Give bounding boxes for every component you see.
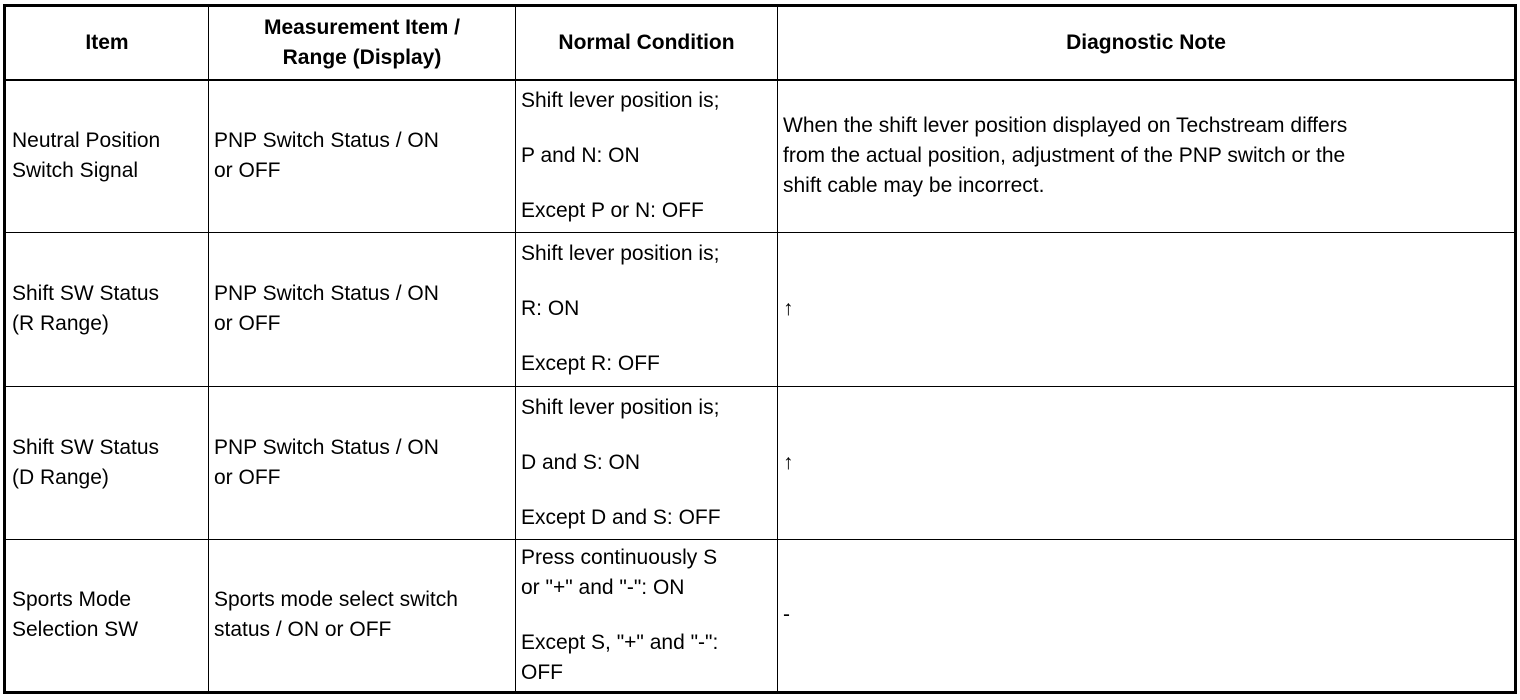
header-normal-condition: Normal Condition bbox=[516, 6, 778, 80]
diagnostic-note-cell bbox=[778, 233, 1516, 386]
table-row bbox=[5, 233, 1516, 386]
normal-condition-cell: Shift lever position is; R: ON Except R: OFF bbox=[516, 233, 778, 386]
item-cell: Shift SW Status (R Range) bbox=[5, 233, 209, 386]
same-as-above-arrow-icon: ↑ bbox=[783, 450, 794, 474]
normal-condition-cell: Shift lever position is; P and N: ON Except P or N: OFF bbox=[516, 80, 778, 233]
header-diagnostic-note: Diagnostic Note bbox=[778, 6, 1516, 80]
diagnostic-note-cell bbox=[778, 539, 1516, 692]
table-row bbox=[5, 80, 1516, 233]
header-item: Item bbox=[5, 6, 209, 80]
table-row bbox=[5, 539, 1516, 692]
note-dash: - bbox=[783, 603, 790, 627]
same-as-above-arrow-icon: ↑ bbox=[783, 297, 794, 321]
header-measurement: Measurement Item / Range (Display) bbox=[209, 6, 516, 80]
diagnostic-note-cell bbox=[778, 386, 1516, 539]
measurement-cell: Sports mode select switch status / ON or OFF bbox=[209, 539, 516, 692]
normal-condition-cell: Shift lever position is; D and S: ON Except D and S: OFF bbox=[516, 386, 778, 539]
normal-condition-cell: Press continuously S or "+" and "-": ON Except S, "+" and "-": OFF bbox=[516, 539, 778, 692]
item-cell: Neutral Position Switch Signal bbox=[5, 80, 209, 233]
measurement-cell: PNP Switch Status / ON or OFF bbox=[209, 233, 516, 386]
measurement-cell: PNP Switch Status / ON or OFF bbox=[209, 80, 516, 233]
item-cell: Sports Mode Selection SW bbox=[5, 539, 209, 692]
item-cell: Shift SW Status (D Range) bbox=[5, 386, 209, 539]
header-row bbox=[5, 6, 1516, 80]
table-row bbox=[5, 386, 1516, 539]
diagnostic-note-cell: When the shift lever position displayed on Techstream differs from the actual position, adjustment of the PNP switch or the shift cable may be incorrect. bbox=[778, 80, 1516, 233]
measurement-cell: PNP Switch Status / ON or OFF bbox=[209, 386, 516, 539]
diagnostic-table bbox=[3, 4, 1517, 694]
